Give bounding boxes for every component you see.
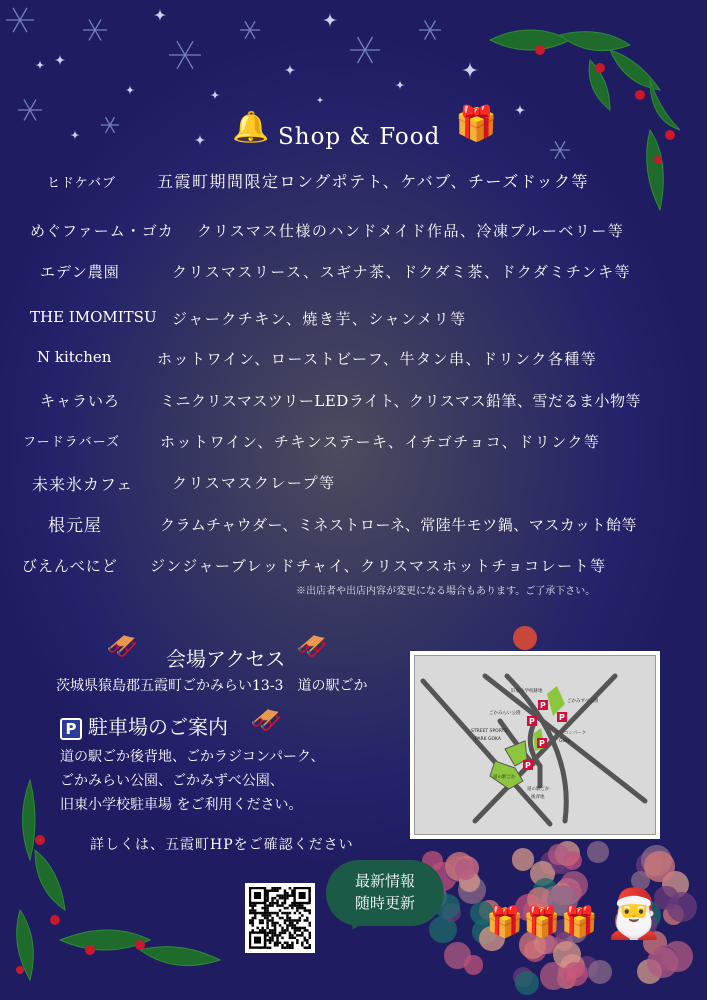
shop-name: めぐファーム・ゴカ [30,222,174,240]
bokeh-light [667,892,697,922]
bokeh-light [647,947,678,978]
map-label: 道の駅ごか [493,775,516,780]
star-icon [194,134,206,146]
bell-icon: 🔔 [232,110,270,145]
bokeh-light [515,971,539,995]
bubble-line: 随時更新 [354,894,415,912]
map-label: ごかみずべ公園 [567,699,599,704]
shop-items: ホットワイン、チキンステーキ、イチゴチョコ、ドリンク等 [160,433,601,451]
star-icon [54,54,66,66]
snowflake-icon [419,20,441,39]
snowflake-icon [18,100,42,121]
map-label: 後背地 [531,795,545,800]
parking-heading [60,711,228,740]
star-icon [284,64,296,76]
shop-items: ジンジャーブレッドチャイ、クリスマスホットチョコレート等 [150,557,607,575]
shop-items: ミニクリスマスツリーLEDライト、クリスマス鉛筆、雪だるま小物等 [160,392,641,410]
qr-code-icon [249,887,311,949]
map-label: 道の駅ごか [527,787,550,792]
venue-address: 茨城県猿島郡五霞町ごかみらい13-3 道の駅ごか [56,678,368,694]
map-parking-marker: P [559,713,565,722]
star-icon [125,85,135,95]
parking-icon: P [60,718,82,740]
access-heading: 会場アクセス [166,647,286,671]
parking-list [60,745,324,817]
bubble-line: 最新情報 [354,872,415,890]
shop-name: エデン農園 [40,263,120,281]
snowflake-icon [240,21,260,38]
shop-items: クラムチャウダー、ミネストローネ、常陸牛モツ鍋、マスカット飴等 [160,516,638,534]
shop-name: N kitchen [37,348,112,366]
shop-name: キャラいろ [40,392,121,410]
bokeh-light [464,955,484,975]
map-label: Goka [559,739,571,744]
map-label: 旧東小学校跡地 [511,689,543,694]
sleigh-icon: 🛷 [106,632,139,662]
sleigh-icon: 🛷 [296,632,329,662]
shop-items: クリスマス仕様のハンドメイド作品、冷凍ブルーベリー等 [197,222,625,240]
shop-items: ホットワイン、ローストビーフ、牛タン串、ドリンク各種等 [157,350,598,368]
shop-name: びえんべにど [22,557,118,575]
map-parking-marker: P [525,761,531,770]
shop-items: 五霞町期間限定ロングポテト、ケバブ、チーズドック等 [157,172,590,191]
map-parking-marker: P [540,701,546,710]
bokeh-light [587,841,609,863]
disclaimer-note: ※出店者や出店内容が変更になる場合もあります。ご了承下さい。 [296,586,596,597]
presents-icon: 🎁🎁🎁 [486,905,599,940]
qr-code[interactable] [245,883,315,953]
shop-name: フードラバーズ [23,435,120,450]
map-parking-marker: P [539,739,545,748]
page-title: Shop & Food [278,124,441,150]
update-bubble [326,860,444,926]
shop-name: 根元屋 [48,516,102,536]
star-icon [316,96,324,104]
shop-name: 未来氷カフェ [32,475,134,494]
star-icon [322,12,338,28]
bokeh-light [644,851,675,882]
snowflake-icon [6,8,34,32]
bokeh-light [588,960,612,984]
parking-heading-text: 駐車場のご案内 [88,715,228,739]
star-icon [70,130,80,140]
bokeh-light [548,844,569,865]
shop-name: ヒドケバブ [47,176,116,191]
map-parking-marker: P [529,717,535,726]
shop-items: ジャークチキン、焼き芋、シャンメリ等 [172,310,467,328]
map-label: ラジコンパーク [555,731,587,736]
bokeh-light [512,848,535,871]
map-drawing [414,655,656,835]
bokeh-light [563,962,587,986]
santa-icon: 🎅 [604,886,664,942]
access-map [410,651,660,839]
star-icon [35,60,45,70]
snowflake-icon [169,41,201,69]
parking-line: 旧東小学校駐車場 をご利用ください。 [60,797,303,813]
gift-icon: 🎁 [455,104,498,144]
shop-name: THE IMOMITSU [30,308,157,326]
star-icon [395,80,405,90]
star-icon [461,61,479,79]
ornament-icon [513,626,537,650]
map-label: PARK GOKA [475,737,501,742]
parking-line: 道の駅ごか後背地、ごかラジコンパーク、 [60,749,325,765]
star-icon [153,8,167,22]
map-label: ごかみらい公園 [489,711,521,716]
snowflake-icon [350,37,380,63]
star-icon [210,90,220,100]
shop-items: クリスマスリース、スギナ茶、ドクダミ茶、ドクダミチンキ等 [172,263,632,281]
more-info-text: 詳しくは、五霞町HPをご確認ください [90,837,354,853]
shop-items: クリスマスクレープ等 [172,474,336,492]
snowflake-icon [83,20,107,41]
parking-line: ごかみらい公園、ごかみずべ公園、 [60,773,284,789]
sleigh-icon: 🛷 [250,706,283,736]
map-label: STREET SPORTS [471,729,508,734]
bokeh-light [455,858,477,880]
snowflake-icon [101,117,119,133]
